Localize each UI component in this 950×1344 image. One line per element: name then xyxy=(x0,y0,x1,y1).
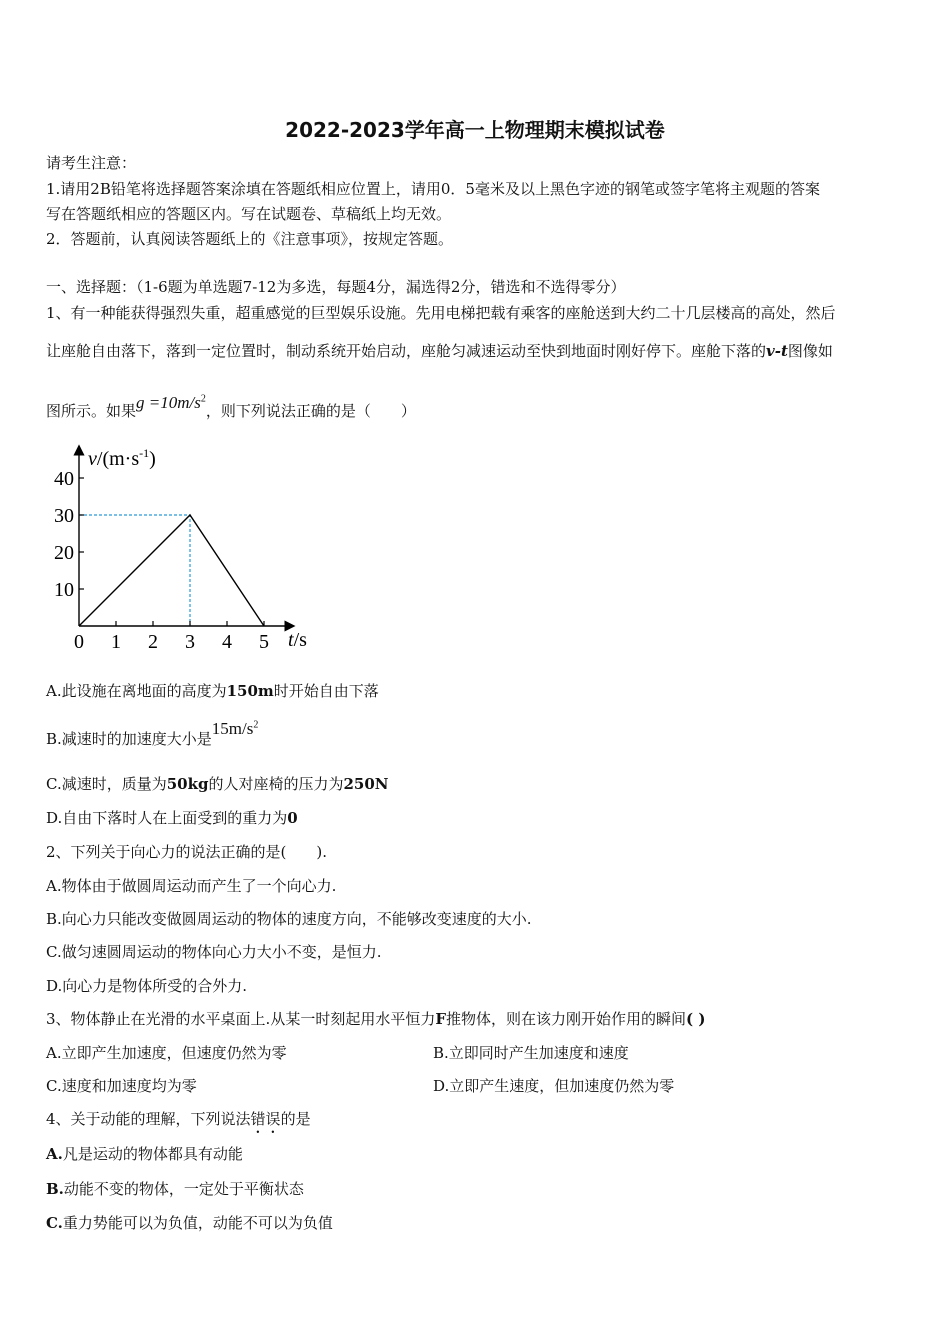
q2-option-d: D.向心力是物体所受的合外力. xyxy=(46,977,248,995)
q4-stem xyxy=(46,1108,311,1137)
g-formula-exp: 2 xyxy=(200,393,206,405)
q1-option-a-value: 150m xyxy=(226,682,274,700)
g-formula-text: g =10m/s xyxy=(136,393,201,412)
exam-title: 2022-2023学年高一上物理期末模拟试卷 xyxy=(285,118,665,142)
q1-stem-line2-text: 让座舱自由落下，落到一定位置时，制动系统开始启动，座舱匀减速运动至快到地面时刚好停下。座舱下落的 xyxy=(46,342,767,360)
q1-stem-line3-end: ，则下列说法正确的是（ ） xyxy=(205,402,416,420)
q3-force-symbol: F xyxy=(435,1010,446,1028)
y-axis-label-close: ) xyxy=(149,448,156,470)
q2-option-a: A.物体由于做圆周运动而产生了一个向心力. xyxy=(46,877,337,895)
q4-option-b-text: 动能不变的物体，一定处于平衡状态 xyxy=(63,1180,304,1198)
b-formula-exp: 2 xyxy=(253,719,259,731)
q1-option-c xyxy=(46,773,389,794)
q3-option-a: A.立即产生加速度，但速度仍然为零 xyxy=(46,1044,287,1062)
q1-option-a-text: A.此设施在离地面的高度为 xyxy=(46,682,227,700)
y-tick-label: 10 xyxy=(54,579,74,601)
q3-stem xyxy=(46,1008,705,1029)
vt-series xyxy=(79,515,264,626)
q4-stem-emphasis: 错误 xyxy=(250,1110,281,1128)
q4-option-c xyxy=(46,1212,333,1233)
notice-heading: 请考生注意： xyxy=(46,154,137,172)
vt-label: v-t xyxy=(766,342,788,360)
x-tick-label: 5 xyxy=(259,631,269,653)
q1-option-c-mass: 50kg xyxy=(166,775,209,793)
q3-stem-text: 3、物体静止在光滑的水平桌面上.从某一时刻起用水平恒力 xyxy=(46,1010,436,1028)
q1-option-d-value: 0 xyxy=(287,809,298,827)
q3-option-b: B.立即同时产生加速度和速度 xyxy=(433,1044,629,1062)
q3-option-c: C.速度和加速度均为零 xyxy=(46,1077,197,1095)
vt-chart xyxy=(40,440,330,660)
q3-stem-mid: 推物体，则在该力刚开始作用的瞬间 xyxy=(445,1010,686,1028)
y-tick-label: 20 xyxy=(54,542,74,564)
q1-option-d xyxy=(46,807,298,828)
q2-option-c: C.做匀速圆周运动的物体向心力大小不变，是恒力. xyxy=(46,943,382,961)
b-formula-text: 15m/s xyxy=(211,719,254,738)
y-axis-label-unit: /(m·s xyxy=(96,448,140,470)
section-heading: 一、选择题：（1-6题为单选题7-12为多选，每题4分，漏选得2分，错选和不选得零分） xyxy=(46,278,626,296)
y-axis-label-exp: -1 xyxy=(139,446,150,460)
q1-option-a xyxy=(46,680,379,701)
q3-answer-paren: ( ) xyxy=(686,1010,706,1028)
q4-option-b-letter: B. xyxy=(46,1180,64,1198)
x-axis-label-t: t xyxy=(288,629,294,651)
x-tick-label: 1 xyxy=(111,631,121,653)
x-tick-label: 4 xyxy=(222,631,232,653)
q4-option-c-text: 重力势能可以为负值，动能不可以为负值 xyxy=(62,1214,333,1232)
vt-series-line xyxy=(79,515,264,626)
b-formula xyxy=(212,719,259,738)
g-formula xyxy=(136,393,206,412)
q4-option-a xyxy=(46,1143,243,1164)
x-axis-label-unit: /s xyxy=(293,629,307,651)
x-tick-label: 2 xyxy=(148,631,158,653)
q1-stem-line2 xyxy=(46,340,833,361)
q2-option-b: B.向心力只能改变做圆周运动的物体的速度方向，不能够改变速度的大小. xyxy=(46,910,532,928)
q1-stem-line1: 1、有一种能获得强烈失重，超重感觉的巨型娱乐设施。先用电梯把载有乘客的座舱送到大约二十几层楼高的高处，然后 xyxy=(46,304,836,322)
q1-option-d-text: D.自由下落时人在上面受到的重力为 xyxy=(46,809,288,827)
q4-stem-end: 的是 xyxy=(280,1110,311,1128)
notice-item-2: 2．答题前，认真阅读答题纸上的《注意事项》，按规定答题。 xyxy=(46,230,454,248)
q1-option-c-text: C.减速时，质量为 xyxy=(46,775,167,793)
y-axis-label-v: v xyxy=(88,448,97,470)
y-axis-label xyxy=(88,446,156,470)
x-axis-label xyxy=(288,629,307,651)
q1-option-c-force: 250N xyxy=(343,775,389,793)
q1-stem-line3-text: 图所示。如果 xyxy=(46,402,137,420)
notice-item-1: 1.请用2B铅笔将选择题答案涂填在答题纸相应位置上，请用0．5毫米及以上黑色字迹的钢笔或签字笔将主观题的答案 xyxy=(46,180,820,198)
notice-item-1-cont: 写在答题纸相应的答题区内。写在试题卷、草稿纸上均无效。 xyxy=(46,205,452,223)
y-tick-label: 40 xyxy=(54,468,74,490)
q1-option-c-mid: 的人对座椅的压力为 xyxy=(208,775,344,793)
q4-stem-text: 4、关于动能的理解，下列说法 xyxy=(46,1110,251,1128)
q4-option-a-text: 凡是运动的物体都具有动能 xyxy=(62,1145,243,1163)
q4-option-b xyxy=(46,1178,304,1199)
q1-stem-line3 xyxy=(46,393,416,421)
q1-option-b xyxy=(46,719,259,749)
y-tick-label: 30 xyxy=(54,505,74,527)
q1-option-a-end: 时开始自由下落 xyxy=(273,682,379,700)
q1-stem-line2-end: 图像如 xyxy=(787,342,833,360)
q4-option-a-letter: A. xyxy=(46,1145,63,1163)
q1-option-b-text: B.减速时的加速度大小是 xyxy=(46,730,212,748)
q4-option-c-letter: C. xyxy=(46,1214,63,1232)
x-tick-label: 0 xyxy=(74,631,84,653)
q3-option-d: D.立即产生速度，但加速度仍然为零 xyxy=(433,1077,675,1095)
q2-stem: 2、下列关于向心力的说法正确的是( ). xyxy=(46,843,328,861)
x-tick-label: 3 xyxy=(185,631,195,653)
